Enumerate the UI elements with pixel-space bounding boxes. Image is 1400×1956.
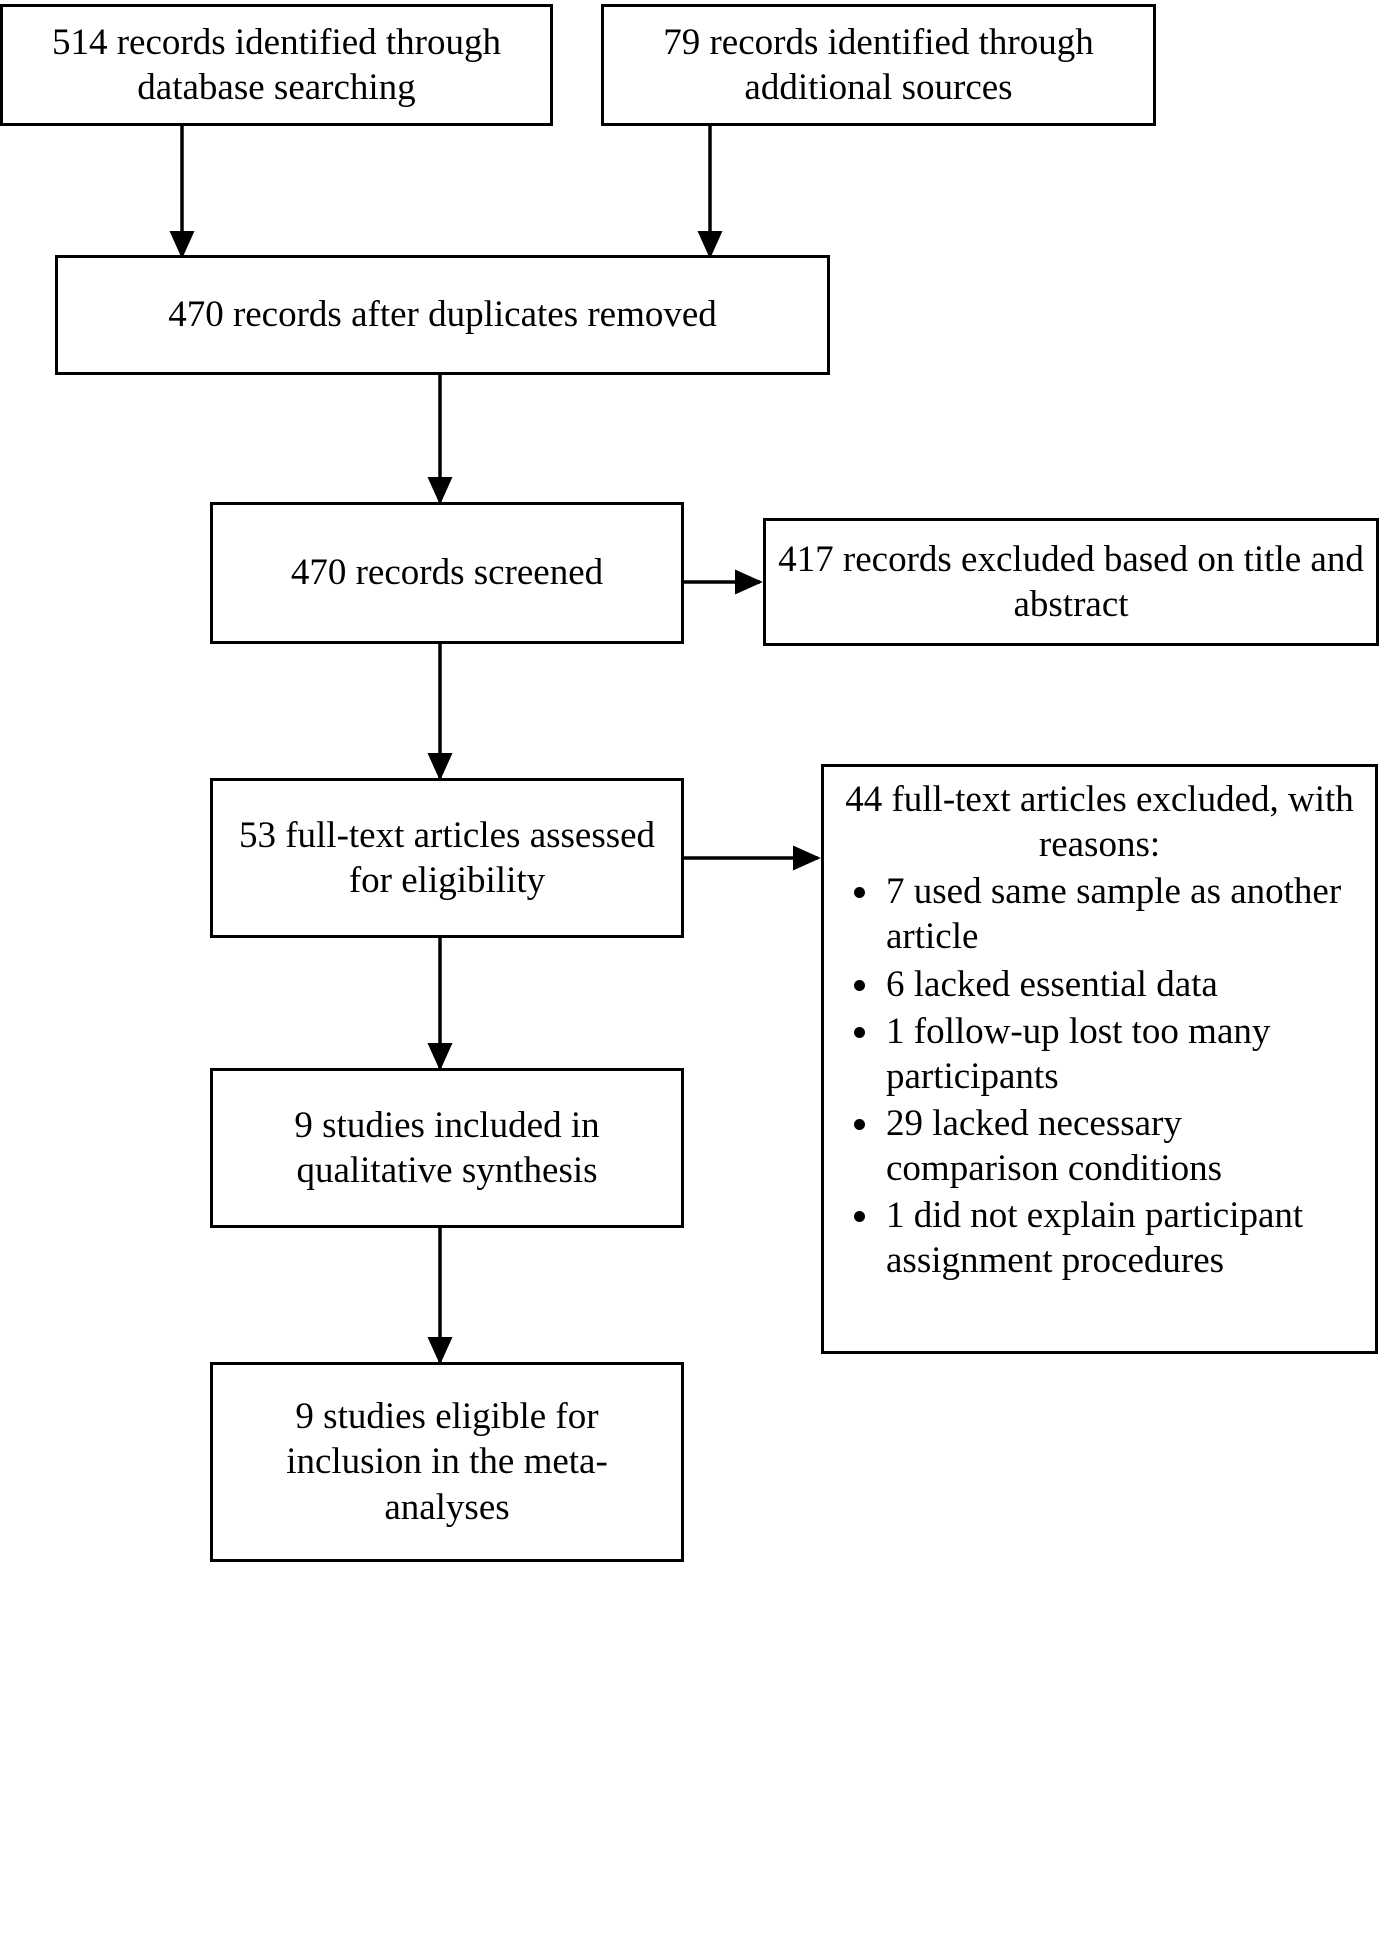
box-eligible-meta-analyses	[210, 1362, 684, 1562]
box-included-qualitative-synthesis	[210, 1068, 684, 1228]
box-records-excluded	[763, 518, 1379, 646]
list-item: • 6 lacked essential data	[882, 962, 1363, 1007]
list-item: • 1 did not explain participant assignment procedures	[882, 1193, 1363, 1283]
list-item: • 1 follow-up lost too many participants	[882, 1009, 1363, 1099]
box-eligible-meta-analyses-label: 9 studies eligible for inclusion in the meta-analyses	[286, 1396, 608, 1528]
box-records-screened-label: 470 records screened	[290, 552, 604, 594]
list-item: • 7 used same sample as another article	[882, 869, 1363, 959]
box-records-after-duplicates-label: 470 records after duplicates removed	[168, 294, 717, 336]
box-records-identified-additional	[601, 4, 1156, 126]
box-records-identified-database-label: 514 records identified through database searching	[51, 21, 502, 108]
box-records-identified-database	[0, 4, 553, 126]
box-records-screened	[210, 502, 684, 644]
fulltext-excluded-title: 44 full-text articles excluded, with reasons:	[845, 779, 1354, 866]
list-item: • 29 lacked necessary comparison conditions	[882, 1101, 1363, 1191]
box-included-qualitative-synthesis-label: 9 studies included in qualitative synthesis	[294, 1104, 600, 1191]
fulltext-excluded-reason-list	[836, 869, 1363, 1283]
box-records-excluded-label: 417 records excluded based on title and abstract	[778, 538, 1364, 625]
box-fulltext-excluded-reasons	[821, 764, 1378, 1354]
box-fulltext-assessed	[210, 778, 684, 938]
box-records-after-duplicates	[55, 255, 830, 375]
box-records-identified-additional-label: 79 records identified through additional sources	[663, 21, 1094, 108]
box-fulltext-assessed-label: 53 full-text articles assessed for eligibility	[238, 814, 656, 901]
